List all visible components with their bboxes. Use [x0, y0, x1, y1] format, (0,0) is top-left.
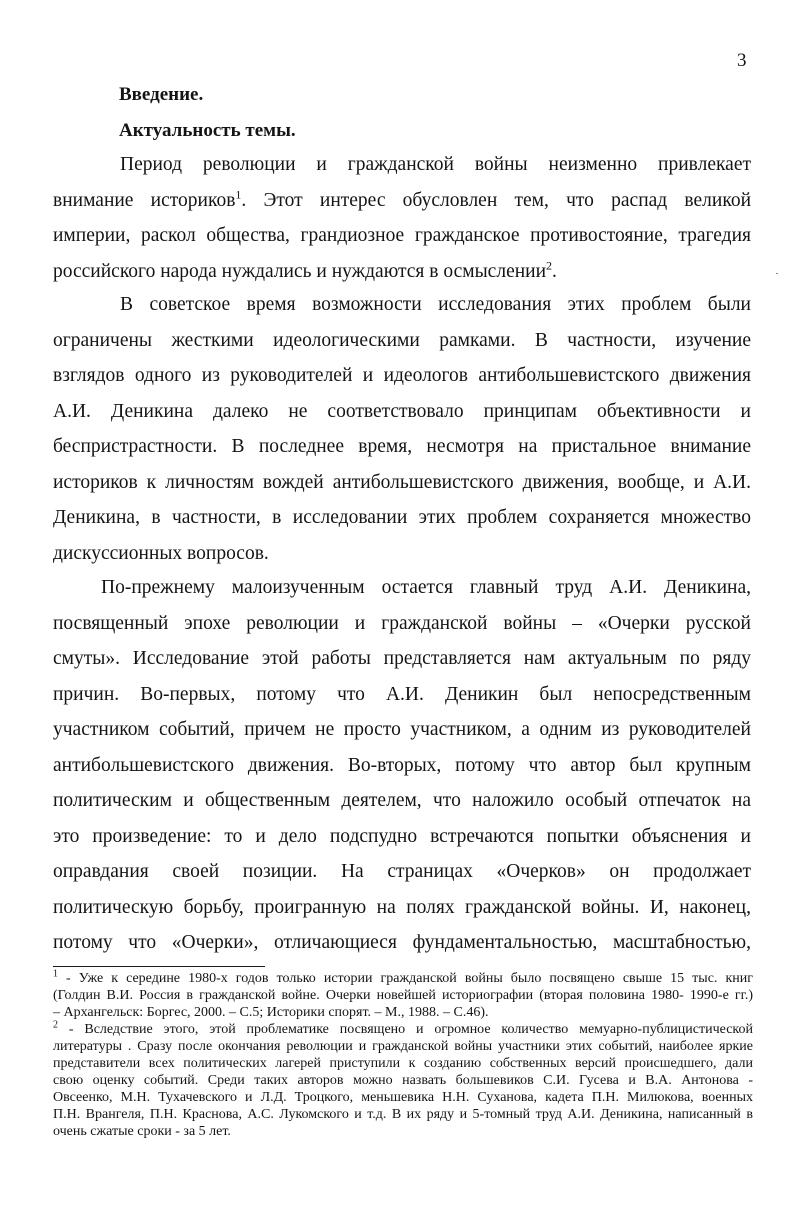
paragraph-3-line: оправдания своей позиции. На страницах «Очерков» он продолжает	[53, 861, 751, 882]
footnote-2-line: свою оценку событий. Среди таких авторов можно назвать большевиков С.И. Гусева и В.А. Антонова -	[53, 1073, 753, 1088]
footnote-ref-1: 1	[235, 187, 242, 201]
footnote-ref-2: 2	[546, 258, 553, 272]
paragraph-2-line: В советское время возможности исследования этих проблем были	[120, 294, 751, 315]
footnote-2-line: $^2$ - Вследствие этого, этой проблематике посвящено и огромное количество мемуарно-публицистической	[53, 1019, 753, 1037]
footnote-1-mark: 1	[53, 968, 58, 980]
footnote-1-line: – Архангельск: Боргес, 2000. – С.5; Историки спорят. – М., 1988. – С.46).	[53, 1005, 489, 1020]
paragraph-2-line: А.И. Деникина далеко не соответствовало принципам объективности и	[53, 400, 751, 422]
paragraph-3-line: участником событий, причем не просто участником, а одним из руководителей	[53, 719, 751, 740]
paragraph-1-line-3: империи, раскол общества, грандиозное гражданское противостояние, трагедия	[53, 225, 751, 246]
paragraph-3-line: По-прежнему малоизученным остается главный труд А.И. Деникина,	[101, 577, 751, 598]
page-number: 3	[737, 50, 747, 71]
footnote-2-line: Овсеенко, М.Н. Тухачевского и Л.Д. Троцкого, меньшевика Н.Н. Суханова, кадета П.Н. Милюкова, военных	[53, 1090, 753, 1105]
footnote-1-line: $^1$ - Уже к середине 1980-х годов только истории гражданской войны было посвящено свыше 15 тыс. книг	[53, 968, 753, 986]
paragraph-3-line: причин. Во-первых, потому что А.И. Деникин был непосредственным	[53, 683, 751, 705]
paragraph-1-line-2: внимание историков$^1$. Этот интерес обусловлен тем, что распад великой	[53, 187, 752, 211]
footnote-1-line: (Голдин В.И. Россия в гражданской войне. Очерки новейшей историографии (вторая половина 1980- 1990-е гг.)	[53, 988, 753, 1003]
footnote-2-mark: 2	[53, 1019, 58, 1031]
paragraph-3-line: это произведение: то и дело подспудно встречаются попытки объяснения и	[53, 825, 751, 847]
heading-introduction: Введение.	[119, 84, 204, 105]
paragraph-1-line-4: российского народа нуждались и нуждаются в осмыслении$^2$.	[53, 258, 557, 282]
footnote-2-line: П.Н. Врангеля, П.Н. Краснова, А.С. Лукомского и т.д. В их ряду и 5-томный труд А.И. Деникина, написанный в	[53, 1107, 753, 1122]
scan-speck	[776, 273, 778, 274]
footnotes	[53, 970, 753, 1140]
paragraph-1-line-1: Период революции и гражданской войны неизменно привлекает	[120, 154, 751, 175]
heading-topic-relevance: Актуальность темы.	[119, 120, 296, 141]
paragraph-2-line: дискуссионных вопросов.	[53, 542, 269, 564]
paragraph-3-line: смуты». Исследование этой работы представляется нам актуальным по ряду	[53, 648, 751, 669]
paragraph-2-line: беспристрастности. В последнее время, несмотря на пристальное внимание	[53, 436, 751, 457]
paragraph-3	[53, 570, 751, 961]
paragraph-2-line: взглядов одного из руководителей и идеологов антибольшевистского движения	[53, 365, 751, 386]
paragraph-2-line: историков к личностям вождей антибольшевистского движения, вообще, и А.И.	[53, 471, 751, 493]
paragraph-3-line: политическим и общественным деятелем, что наложило особый отпечаток на	[53, 790, 751, 811]
paragraph-2-line: Деникина, в частности, в исследовании этих проблем сохраняется множество	[53, 507, 751, 528]
footnote-2-line: представители всех политических лагерей приступили к созданию собственных версий происшедшего, дали	[53, 1056, 753, 1071]
paragraph-3-line: антибольшевистского движения. Во-вторых, потому что автор был крупным	[53, 754, 751, 776]
footnote-2-line: очень сжатые сроки - за 5 лет.	[53, 1124, 231, 1139]
paragraph-2-line: ограничены жесткими идеологическими рамками. В частности, изучение	[53, 329, 751, 351]
paragraph-3-line: потому что «Очерки», отличающиеся фундаментальностью, масштабностью,	[53, 932, 751, 953]
paragraph-2	[53, 287, 751, 571]
paragraph-1	[53, 147, 751, 289]
footnote-2-line: литературы . Сразу после окончания революции и гражданской войны участники этих событий, наиболее яркие	[53, 1039, 753, 1054]
paragraph-3-line: политическую борьбу, проигранную на полях гражданской войны. И, наконец,	[53, 896, 751, 918]
footnote-divider	[53, 966, 265, 967]
paragraph-3-line: посвященный эпохе революции и гражданской войны – «Очерки русской	[53, 612, 751, 634]
